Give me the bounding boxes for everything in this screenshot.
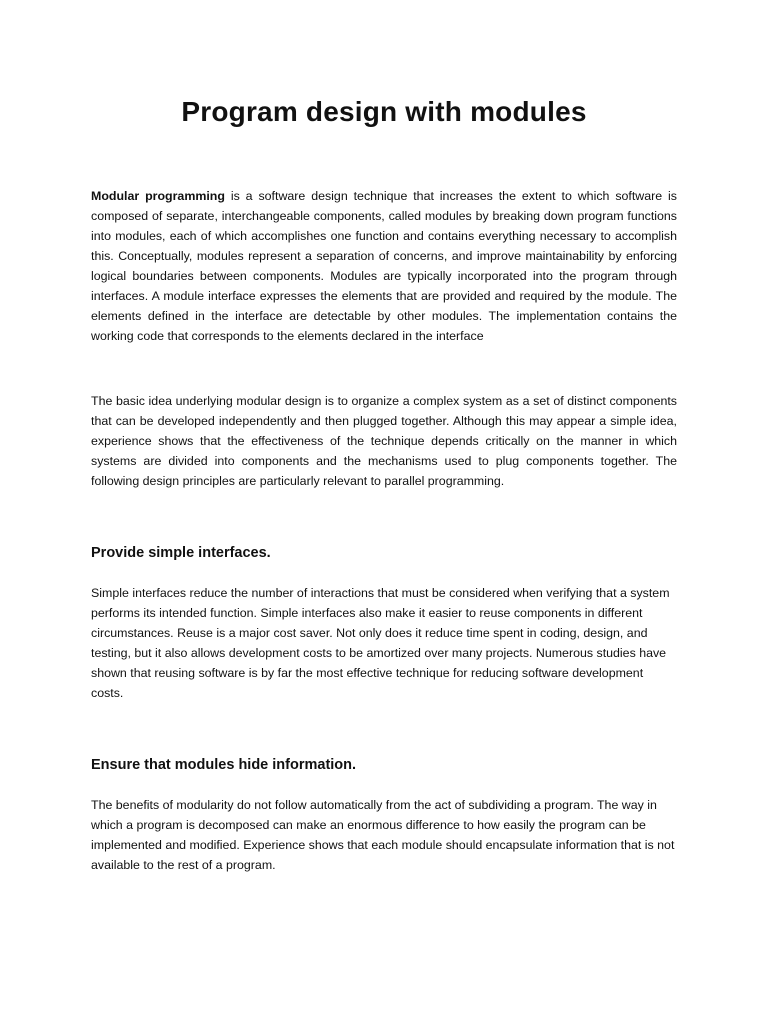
section-heading-simple-interfaces: Provide simple interfaces. (91, 545, 271, 561)
basic-idea-paragraph: The basic idea underlying modular design is to organize a complex system as a set of distinct components that can be developed independently and then plugged together. Although this may appear a simple idea, experience shows that the effectiveness of the technique depends critically on the manner in which systems are divided into components and the mechanisms used to plug components together. The following design principles are particularly relevant to parallel programming. (91, 394, 677, 488)
term-modules: modules (424, 209, 472, 223)
intro-paragraph (91, 186, 677, 346)
intro-text-part2: by breaking down program functions into modules, each of which accomplishes one function and contains everything necessary to accomplish this. Conceptually, modules represent a separation of concerns, and improve maintainability by enforcing logical boundaries between components. Modules are typically incorporated into the program through interfaces. A module interface expresses the elements that are provided and required by the module. The elements defined in the interface are detectable by other modules. The implementation contains the working code that corresponds to the elements declared in the interface (91, 209, 677, 343)
hide-information-paragraph: The benefits of modularity do not follow automatically from the act of subdividing a program. The way in which a program is decomposed can make an enormous difference to how easily the program can be implemented and modified. Experience shows that each module should encapsulate information that is not available to the rest of a program. (91, 798, 675, 872)
section-heading-hide-information: Ensure that modules hide information. (91, 757, 357, 773)
term-modular-programming: Modular programming (91, 189, 225, 203)
page-title: Program design with modules (181, 96, 587, 127)
simple-interfaces-paragraph: Simple interfaces reduce the number of interactions that must be considered when verifying that a system performs its intended function. Simple interfaces also make it easier to reuse components in different circumstances. Reuse is a major cost saver. Not only does it reduce time spent in coding, design, and testing, but it also allows development costs to be amortized over many projects. Numerous studies have shown that reusing software is by far the most effective technique for reducing software development costs. (91, 586, 670, 700)
intro-text-part1: is a software design technique that increases the extent to which software is composed of separate, interchangeable components, called (91, 189, 677, 223)
